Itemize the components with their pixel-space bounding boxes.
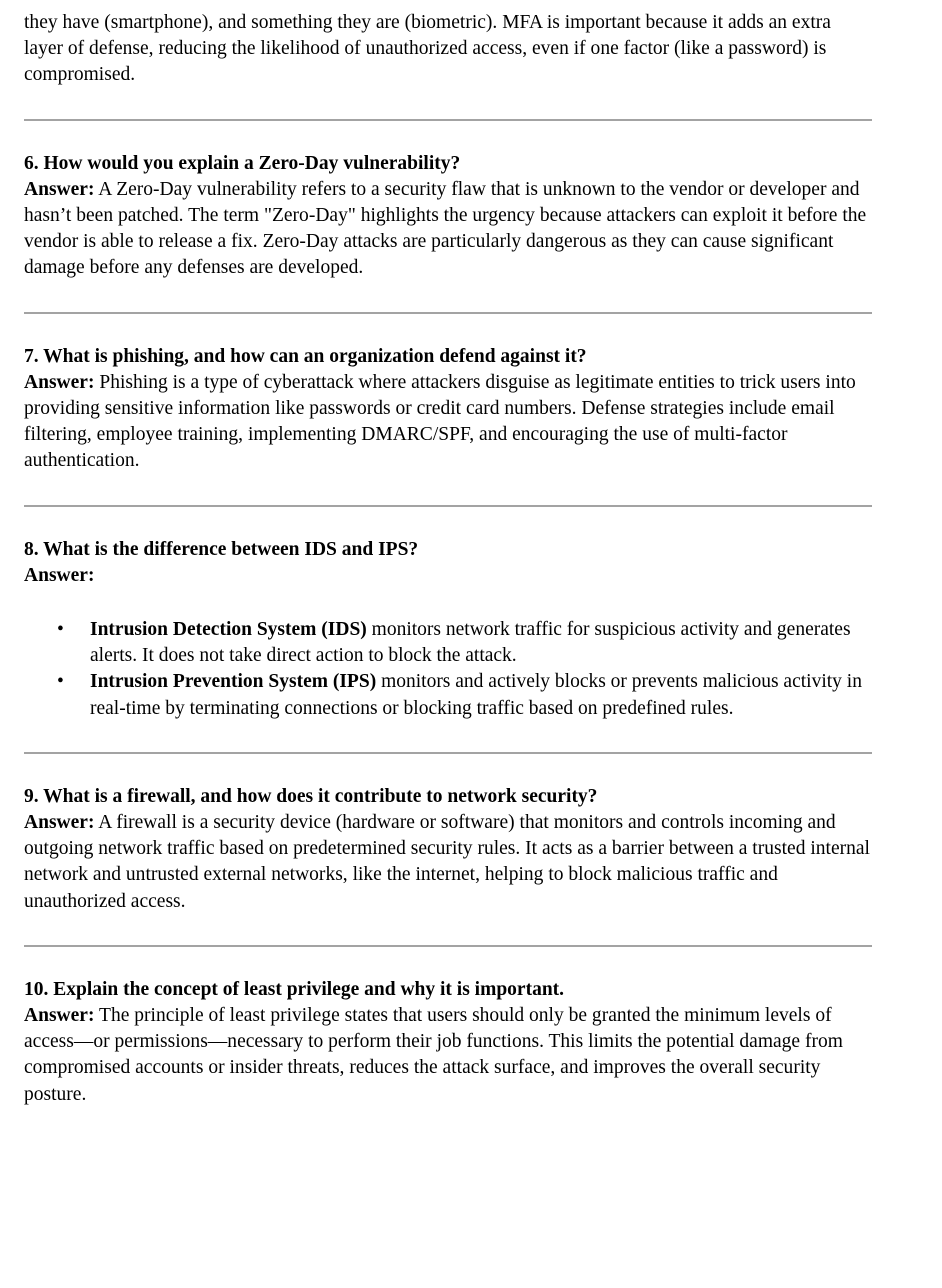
answer-label-9: Answer:	[24, 812, 95, 834]
answer-paragraph-10	[24, 1003, 872, 1108]
answer-body-9: A firewall is a security device (hardware or software) that monitors and controls incoming and outgoing network traffic based on predetermined security rules. It acts as a barrier between a trusted internal network and untrusted external networks, like the internet, helping to block malicious traffic and unauthorized access.	[24, 812, 870, 912]
spacer	[24, 475, 872, 505]
qa-section-9	[24, 784, 872, 915]
bullet-term-ids: Intrusion Detection System (IDS)	[90, 619, 367, 641]
answer-paragraph-6	[24, 177, 872, 282]
question-heading-7: 7. What is phishing, and how can an organization defend against it?	[24, 345, 587, 367]
answer-label-8: Answer:	[24, 564, 95, 586]
spacer	[24, 314, 872, 344]
spacer	[24, 915, 872, 945]
bullet-icon: •	[57, 671, 64, 693]
spacer	[24, 589, 872, 617]
list-item	[24, 617, 872, 669]
answer-label-6: Answer:	[24, 178, 95, 200]
answer-body-6: A Zero-Day vulnerability refers to a security flaw that is unknown to the vendor or developer and hasn’t been patched. The term "Zero-Day" highlights the urgency because attackers can exploit it before the vendor is able to release a fix. Zero-Day attacks are particularly dangerous as they can cause significant damage before any defenses are developed.	[24, 178, 867, 279]
spacer	[24, 722, 872, 752]
spacer	[24, 754, 872, 784]
bullet-text-ids: monitors network traffic for suspicious activity and generates alerts. It does not take direct action to block the attack.	[90, 619, 851, 667]
document-content-column	[24, 0, 872, 1108]
answer-paragraph-8	[24, 563, 872, 589]
answer-paragraph-7	[24, 370, 872, 475]
spacer	[24, 89, 872, 119]
question-heading-9: 9. What is a firewall, and how does it contribute to network security?	[24, 785, 598, 807]
spacer	[24, 121, 872, 151]
continued-paragraph: they have (smartphone), and something they are (biometric). MFA is important because it adds an extra layer of defense, reducing the likelihood of unauthorized access, even if one factor (like a password) is compromised.	[24, 12, 831, 86]
question-heading-6: 6. How would you explain a Zero-Day vulnerability?	[24, 152, 461, 174]
qa-section-8	[24, 537, 872, 722]
question-heading-10: 10. Explain the concept of least privilege and why it is important.	[24, 978, 565, 1000]
list-item	[24, 669, 872, 721]
spacer	[24, 282, 872, 312]
bullet-term-ips: Intrusion Prevention System (IPS)	[90, 671, 377, 693]
spacer	[24, 947, 872, 977]
bullet-icon: •	[57, 619, 64, 641]
qa-section-10	[24, 977, 872, 1108]
qa-section-7	[24, 344, 872, 475]
bullet-text-ips: monitors and actively blocks or prevents malicious activity in real-time by terminating connections or blocking traffic based on predefined rules.	[90, 671, 862, 719]
ids-ips-bullet-list	[24, 617, 872, 722]
answer-paragraph-9	[24, 810, 872, 915]
answer-label-10: Answer:	[24, 1005, 95, 1027]
answer-body-10: The principle of least privilege states that users should only be granted the minimum levels of access—or permissions—necessary to perform their job functions. This limits the potential damage from compromised accounts or insider threats, reduces the attack surface, and improves the overall security posture.	[24, 1005, 843, 1105]
answer-label-7: Answer:	[24, 371, 95, 393]
question-heading-8: 8. What is the difference between IDS and IPS?	[24, 538, 419, 560]
answer-body-7: Phishing is a type of cyberattack where attackers disguise as legitimate entities to trick users into providing sensitive information like passwords or credit card numbers. Defense strategies include email filtering, employee training, implementing DMARC/SPF, and encouraging the use of multi-factor authentication.	[24, 371, 856, 472]
qa-section-6	[24, 151, 872, 282]
spacer	[24, 507, 872, 537]
